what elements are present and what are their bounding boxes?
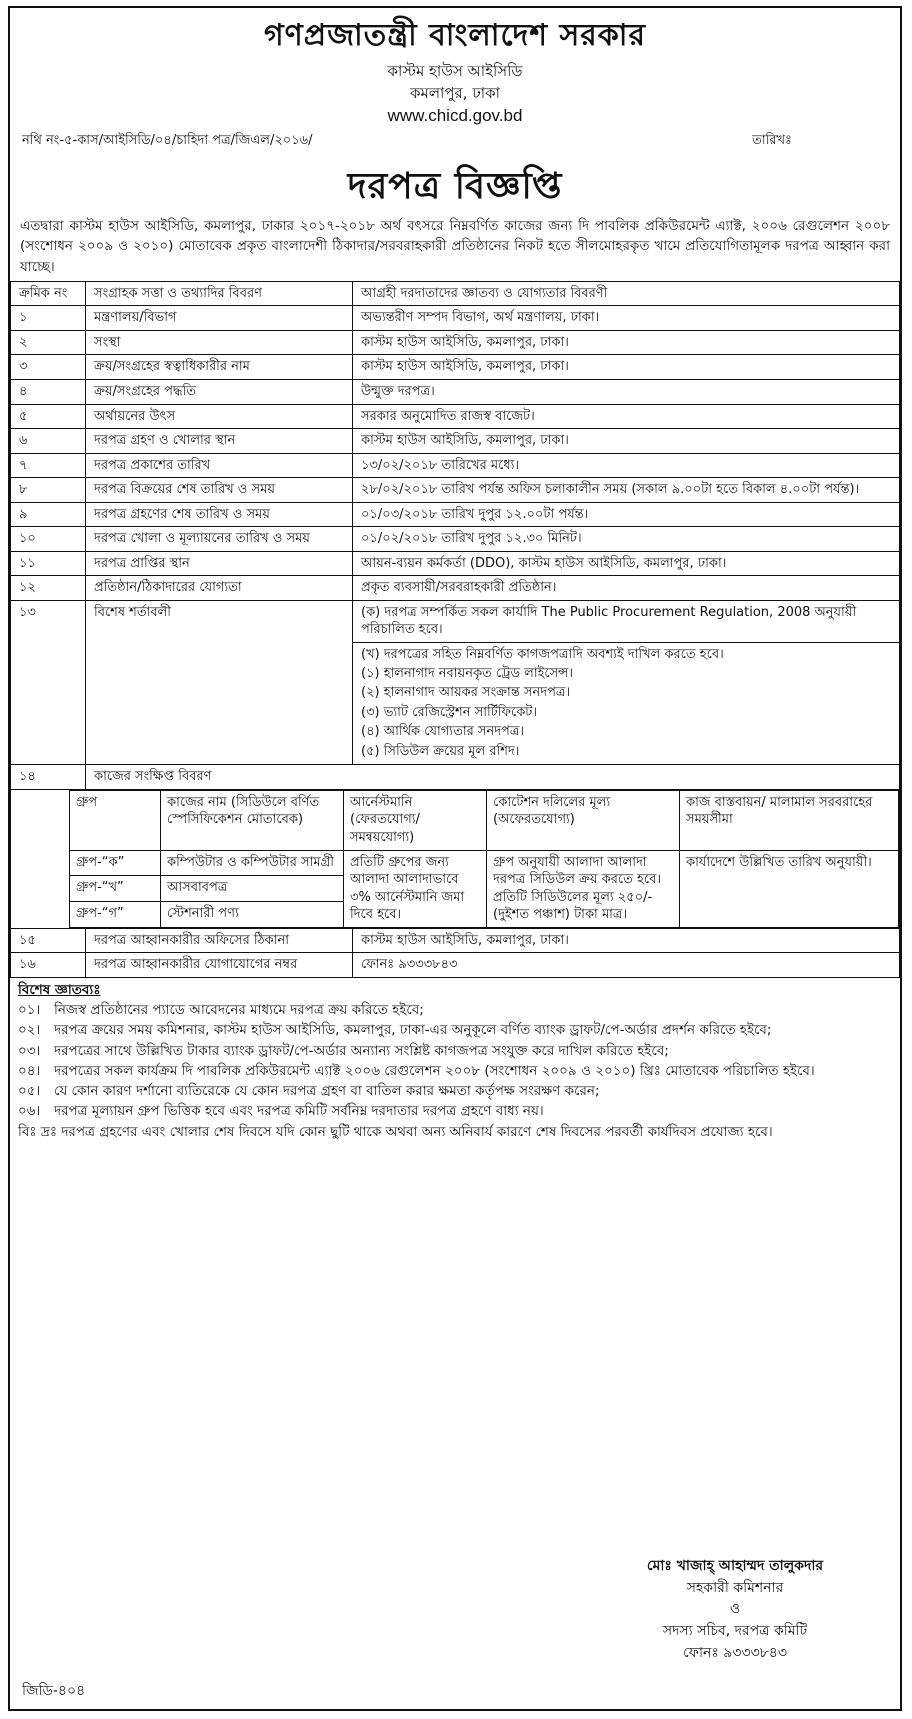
row-value: সরকার অনুমোদিত রাজস্ব বাজেট। — [353, 404, 900, 429]
signatory-and: ও — [729, 1601, 741, 1618]
signatory-name: মোঃ খাজাহ্ আহাম্মদ তালুকদার — [646, 1558, 824, 1574]
group-work-name: আসবাবপত্র — [161, 876, 344, 902]
group-row — [70, 850, 899, 876]
tender-notice-page — [8, 6, 902, 1711]
row-number: ৭ — [11, 453, 86, 478]
signatory-phone: ফোনঃ ৯৩৩৩৮৪৩ — [683, 1644, 787, 1661]
row-label: অর্থায়নের উৎস — [86, 404, 353, 429]
group-table — [69, 790, 899, 928]
note-number: ০৪। — [18, 1062, 41, 1079]
group-label: গ্রুপ-“গ” — [70, 901, 161, 927]
special-conditions — [353, 600, 900, 764]
row-label: দরপত্র আহ্বানকারীর অফিসের ঠিকানা — [86, 928, 353, 953]
row-number: ৩ — [11, 355, 86, 380]
note-number: ০৬। — [18, 1103, 41, 1120]
table-row — [11, 404, 900, 429]
intro-paragraph: এতদ্বারা কাস্টম হাউস আইসিডি, কমলাপুর, ঢাকার ২০১৭-২০১৮ অর্থ বৎসরে নিম্নবর্ণিত কাজের জন্য দি পাবলিক প্রকিউরমেন্ট এ্যাক্ট, ২০০৬ রেগুলেশন ২০০৮ (সংশোধন ২০০৯ ও ২০১০) মোতাবেক প্রকৃত বাংলাদেশী ঠিকাদার/সরবরাহকারী প্রতিষ্ঠানের নিকট হতে সীলমোহরকৃত খামে প্রতিযোগিতামূলক দরপত্র আহ্বান করা যাচ্ছে। — [20, 218, 890, 275]
earnest-header: আর্নেস্টমানি (ফেরতযোগ্য/ সমন্বয়যোগ্য) — [344, 790, 487, 850]
table-row — [11, 953, 900, 978]
row-number: ১১ — [11, 551, 86, 576]
doc-item: (৫) সিডিউল ক্রয়ের মূল রশিদ। — [361, 743, 520, 759]
note-text: নিজস্ব প্রতিষ্ঠানের প্যাডে আবেদনের মাধ্যমে দরপত্র ক্রয় করিতে হইবে; — [54, 1002, 424, 1019]
group-work-name: কম্পিউটার ও কম্পিউটার সামগ্রী — [161, 850, 344, 876]
header-entity: সংগ্রাহক সত্তা ও তথ্যাদির বিবরণ — [86, 281, 353, 306]
row-value: কাস্টম হাউস আইসিডি, কমলাপুর, ঢাকা। — [353, 355, 900, 380]
note-item — [18, 1081, 892, 1101]
row-number: ১ — [11, 306, 86, 331]
footer-code: জিডি-৪০৪ — [22, 1683, 86, 1700]
row-value: ০১/০২/২০১৮ তারিখ দুপুর ১২.৩০ মিনিট। — [353, 527, 900, 552]
row-number: ১২ — [11, 576, 86, 601]
special-notes — [10, 978, 900, 1144]
note-item — [18, 1061, 892, 1081]
row-label: দরপত্র খোলা ও মূল্যায়নের তারিখ ও সময় — [86, 527, 353, 552]
table-row — [11, 478, 900, 503]
row-value: প্রকৃত ব্যবসায়ী/সরবরাহকারী প্রতিষ্ঠান। — [353, 576, 900, 601]
schedule-price: গ্রুপ অনুযায়ী আলাদা আলাদা দরপত্র সিডিউল ক্রয় করতে হবে। প্রতিটি সিডিউলের মূল্য ২৫০/- (দুইশত পঞ্চাশ) টাকা মাত্র। — [487, 850, 680, 927]
doc-item: (৪) আর্থিক যোগ্যতার সনদপত্র। — [361, 724, 525, 740]
row-label: দরপত্র আহ্বানকারীর যোগাযোগের নম্বর — [86, 953, 353, 978]
table-row — [11, 527, 900, 552]
condition-b — [353, 643, 899, 764]
row-value: কাস্টম হাউস আইসিডি, কমলাপুর, ঢাকা। — [353, 429, 900, 454]
notice-title: দরপত্র বিজ্ঞপ্তি — [347, 166, 563, 208]
doc-item: (১) হালনাগাদ নবায়নকৃত ট্রেড লাইসেন্স। — [361, 665, 574, 681]
note-text: দরপত্রের সাথে উল্লিখিত টাকার ব্যাংক ড্রাফট/পে-অর্ডার অন্যান্য সংশ্লিষ্ট কাগজপত্র সংযুক্ত করে দাখিল করিতে হইবে; — [54, 1042, 669, 1059]
row-number: ১৫ — [11, 928, 86, 953]
row-label: দরপত্র বিক্রয়ের শেষ তারিখ ও সময় — [86, 478, 353, 503]
government-title: গণপ্রজাতন্ত্রী বাংলাদেশ সরকার — [264, 18, 646, 53]
row-label: সংস্থা — [86, 330, 353, 355]
table-row — [11, 928, 900, 953]
row-label: প্রতিষ্ঠান/ঠিকাদারের যোগ্যতা — [86, 576, 353, 601]
row-number: ৪ — [11, 380, 86, 405]
group-header-row — [70, 790, 899, 850]
header-details: আগ্রহী দরদাতাদের জ্ঞাতব্য ও যোগ্যতার বিবরণী — [353, 281, 900, 306]
row-value: ০১/০৩/২০১৮ তারিখ দুপুর ১২.০০টা পর্যন্ত। — [353, 502, 900, 527]
row-value: ফোনঃ ৯৩৩৩৮৪৩ — [353, 953, 900, 978]
date-label: তারিখঃ — [752, 132, 792, 148]
row-number: ৮ — [11, 478, 86, 503]
row-number: ১৬ — [11, 953, 86, 978]
table-header-row — [11, 281, 900, 306]
row-label: দরপত্র গ্রহণ ও খোলার স্থান — [86, 429, 353, 454]
row-value: ১৩/০২/২০১৮ তারিখের মধ্যে। — [353, 453, 900, 478]
timeline-header: কাজ বাস্তবায়ন/ মালামাল সরবরাহের সময়সীমা — [680, 790, 899, 850]
row-number: ৯ — [11, 502, 86, 527]
doc-item: (৩) ভ্যাট রেজিস্ট্রেশন সার্টিফিকেট। — [361, 704, 538, 720]
office-location: কমলাপুর, ঢাকা — [410, 83, 500, 102]
note-item — [18, 1000, 892, 1020]
work-name-header: কাজের নাম (সিডিউলে বর্ণিত স্পেসিফিকেশন মোতাবেক) — [161, 790, 344, 850]
row-number: ১৪ — [11, 765, 86, 790]
website-link[interactable]: www.chicd.gov.bd — [387, 106, 523, 125]
footnote: বিঃ দ্রঃ দরপত্র গ্রহণের এবং খোলার শেষ দিবসে যদি কোন ছুটি থাকে অথবা অন্য অনিবার্য কারণে শেষ দিবসের পরবর্তী কার্যদিবস প্রযোজ্য হবে। — [18, 1123, 773, 1140]
group-label: গ্রুপ-“ক” — [70, 850, 161, 876]
row-label: ক্রয়/সংগ্রহের স্বত্বাধিকারীর নাম — [86, 355, 353, 380]
note-text: দরপত্র ক্রয়ের সময় কমিশনার, কাস্টম হাউস আইসিডি, কমলাপুর, ঢাকা-এর অনুকূলে বর্ণিত ব্যাংক ড্রাফট/পে-অর্ডার প্রদর্শন করিতে হইবে; — [54, 1022, 772, 1039]
office-name: কাস্টম হাউস আইসিডি — [387, 61, 523, 80]
doc-item: (২) হালনাগাদ আয়কর সংক্রান্ত সনদপত্র। — [361, 685, 571, 701]
reference-number: নথি নং-৫-কাস/আইসিডি/০৪/চাহিদা পত্র/জিএল/২০১৬/ — [22, 132, 313, 148]
table-row — [11, 600, 900, 764]
group-table-cell — [11, 789, 900, 928]
signatory-role: সদস্য সচিব, দরপত্র কমিটি — [662, 1623, 808, 1640]
note-number: ০৫। — [18, 1083, 41, 1100]
row-label: ক্রয়/সংগ্রহের পদ্ধতি — [86, 380, 353, 405]
row-label: দরপত্র প্রকাশের তারিখ — [86, 453, 353, 478]
table-row — [11, 380, 900, 405]
row-label: দরপত্র গ্রহণের শেষ তারিখ ও সময় — [86, 502, 353, 527]
table-row — [11, 330, 900, 355]
group-col-header: গ্রুপ — [70, 790, 161, 850]
note-number: ০১। — [18, 1002, 41, 1019]
row-label: মন্ত্রণালয়/বিভাগ — [86, 306, 353, 331]
table-row — [11, 453, 900, 478]
table-row — [11, 429, 900, 454]
note-text: দরপত্র মূল্যায়ন গ্রুপ ভিত্তিক হবে এবং দরপত্র কমিটি সর্বনিম্ন দরদাতার দরপত্র গ্রহণে বাধ্য নয়। — [54, 1103, 544, 1120]
price-header: কোটেশন দলিলের মূল্য (অফেরতযোগ্য) — [487, 790, 680, 850]
condition-b-text: (খ) দরপত্রের সহিত নিম্নবর্ণিত কাগজপত্রাদি অবশ্যই দাখিল করতে হবে। — [361, 647, 724, 663]
earnest-money: প্রতিটি গ্রুপের জন্য আলাদা আলাদাভাবে ৩% আর্নেস্টমানি জমা দিবে হবে। — [344, 850, 487, 927]
note-number: ০২। — [18, 1022, 41, 1039]
row-label: দরপত্র প্রাপ্তির স্থান — [86, 551, 353, 576]
notes-heading: বিশেষ জ্ঞাতব্যঃ — [18, 981, 101, 998]
timeline: কার্যাদেশে উল্লিখিত তারিখ অনুযায়ী। — [680, 850, 899, 927]
row-label: বিশেষ শর্তাবলী — [86, 600, 353, 764]
row-value: কাস্টম হাউস আইসিডি, কমলাপুর, ঢাকা। — [353, 928, 900, 953]
note-text: যে কোন কারণ দর্শানো ব্যতিরেকে যে কোন দরপত্র গ্রহণ বা বাতিল করার ক্ষমতা কর্তৃপক্ষ সংরক্ষণ করেন; — [54, 1083, 600, 1100]
row-value: আয়ন-ব্যয়ন কর্মকর্তা (DDO), কাস্টম হাউস আইসিডি, কমলাপুর, ঢাকা। — [353, 551, 900, 576]
note-item — [18, 1020, 892, 1040]
note-text: দরপত্রের সকল কার্যক্রম দি পাবলিক প্রকিউরমেন্ট এ্যাক্ট ২০০৬ রেগুলেশন ২০০৮ (সংশোধন ২০০৯ ও ২০১০) খ্রিঃ মোতাবেক পরিচালিত হইবে। — [54, 1062, 815, 1079]
table-row — [11, 576, 900, 601]
note-item — [18, 1101, 892, 1121]
row-number: ৫ — [11, 404, 86, 429]
group-work-name: স্টেশনারী পণ্য — [161, 901, 344, 927]
row-value: কাস্টম হাউস আইসিডি, কমলাপুর, ঢাকা। — [353, 330, 900, 355]
reference-line — [10, 132, 900, 150]
header-serial: ক্রমিক নং — [11, 281, 86, 306]
signatory-designation: সহকারী কমিশনার — [686, 1579, 784, 1596]
row-number: ৬ — [11, 429, 86, 454]
note-number: ০৩। — [18, 1042, 41, 1059]
row-value: ২৮/০২/২০১৮ তারিখ পর্যন্ত অফিস চলাকালীন সময় (সকাল ৯.০০টা হতে বিকাল ৪.০০টা পর্যন্ত)। — [353, 478, 900, 503]
note-item — [18, 1041, 892, 1061]
table-row — [11, 765, 900, 790]
group-table-row — [11, 789, 900, 928]
row-label: কাজের সংক্ষিপ্ত বিবরণ — [86, 765, 900, 790]
table-row — [11, 502, 900, 527]
table-row — [11, 551, 900, 576]
tender-details-table — [10, 281, 900, 978]
header — [10, 16, 900, 128]
row-value: উন্মুক্ত দরপত্র। — [353, 380, 900, 405]
signature-block — [610, 1556, 860, 1664]
table-row — [11, 355, 900, 380]
row-number: ২ — [11, 330, 86, 355]
row-number: ১৩ — [11, 600, 86, 764]
row-number: ১০ — [11, 527, 86, 552]
group-label: গ্রুপ-“খ” — [70, 876, 161, 902]
condition-a: (ক) দরপত্র সম্পর্কিত সকল কার্যাদি The Public Procurement Regulation, 2008 অনুযায়ী পরিচালিত হবে। — [353, 601, 899, 643]
table-row — [11, 306, 900, 331]
row-value: অভ্যন্তরীণ সম্পদ বিভাগ, অর্থ মন্ত্রণালয়, ঢাকা। — [353, 306, 900, 331]
